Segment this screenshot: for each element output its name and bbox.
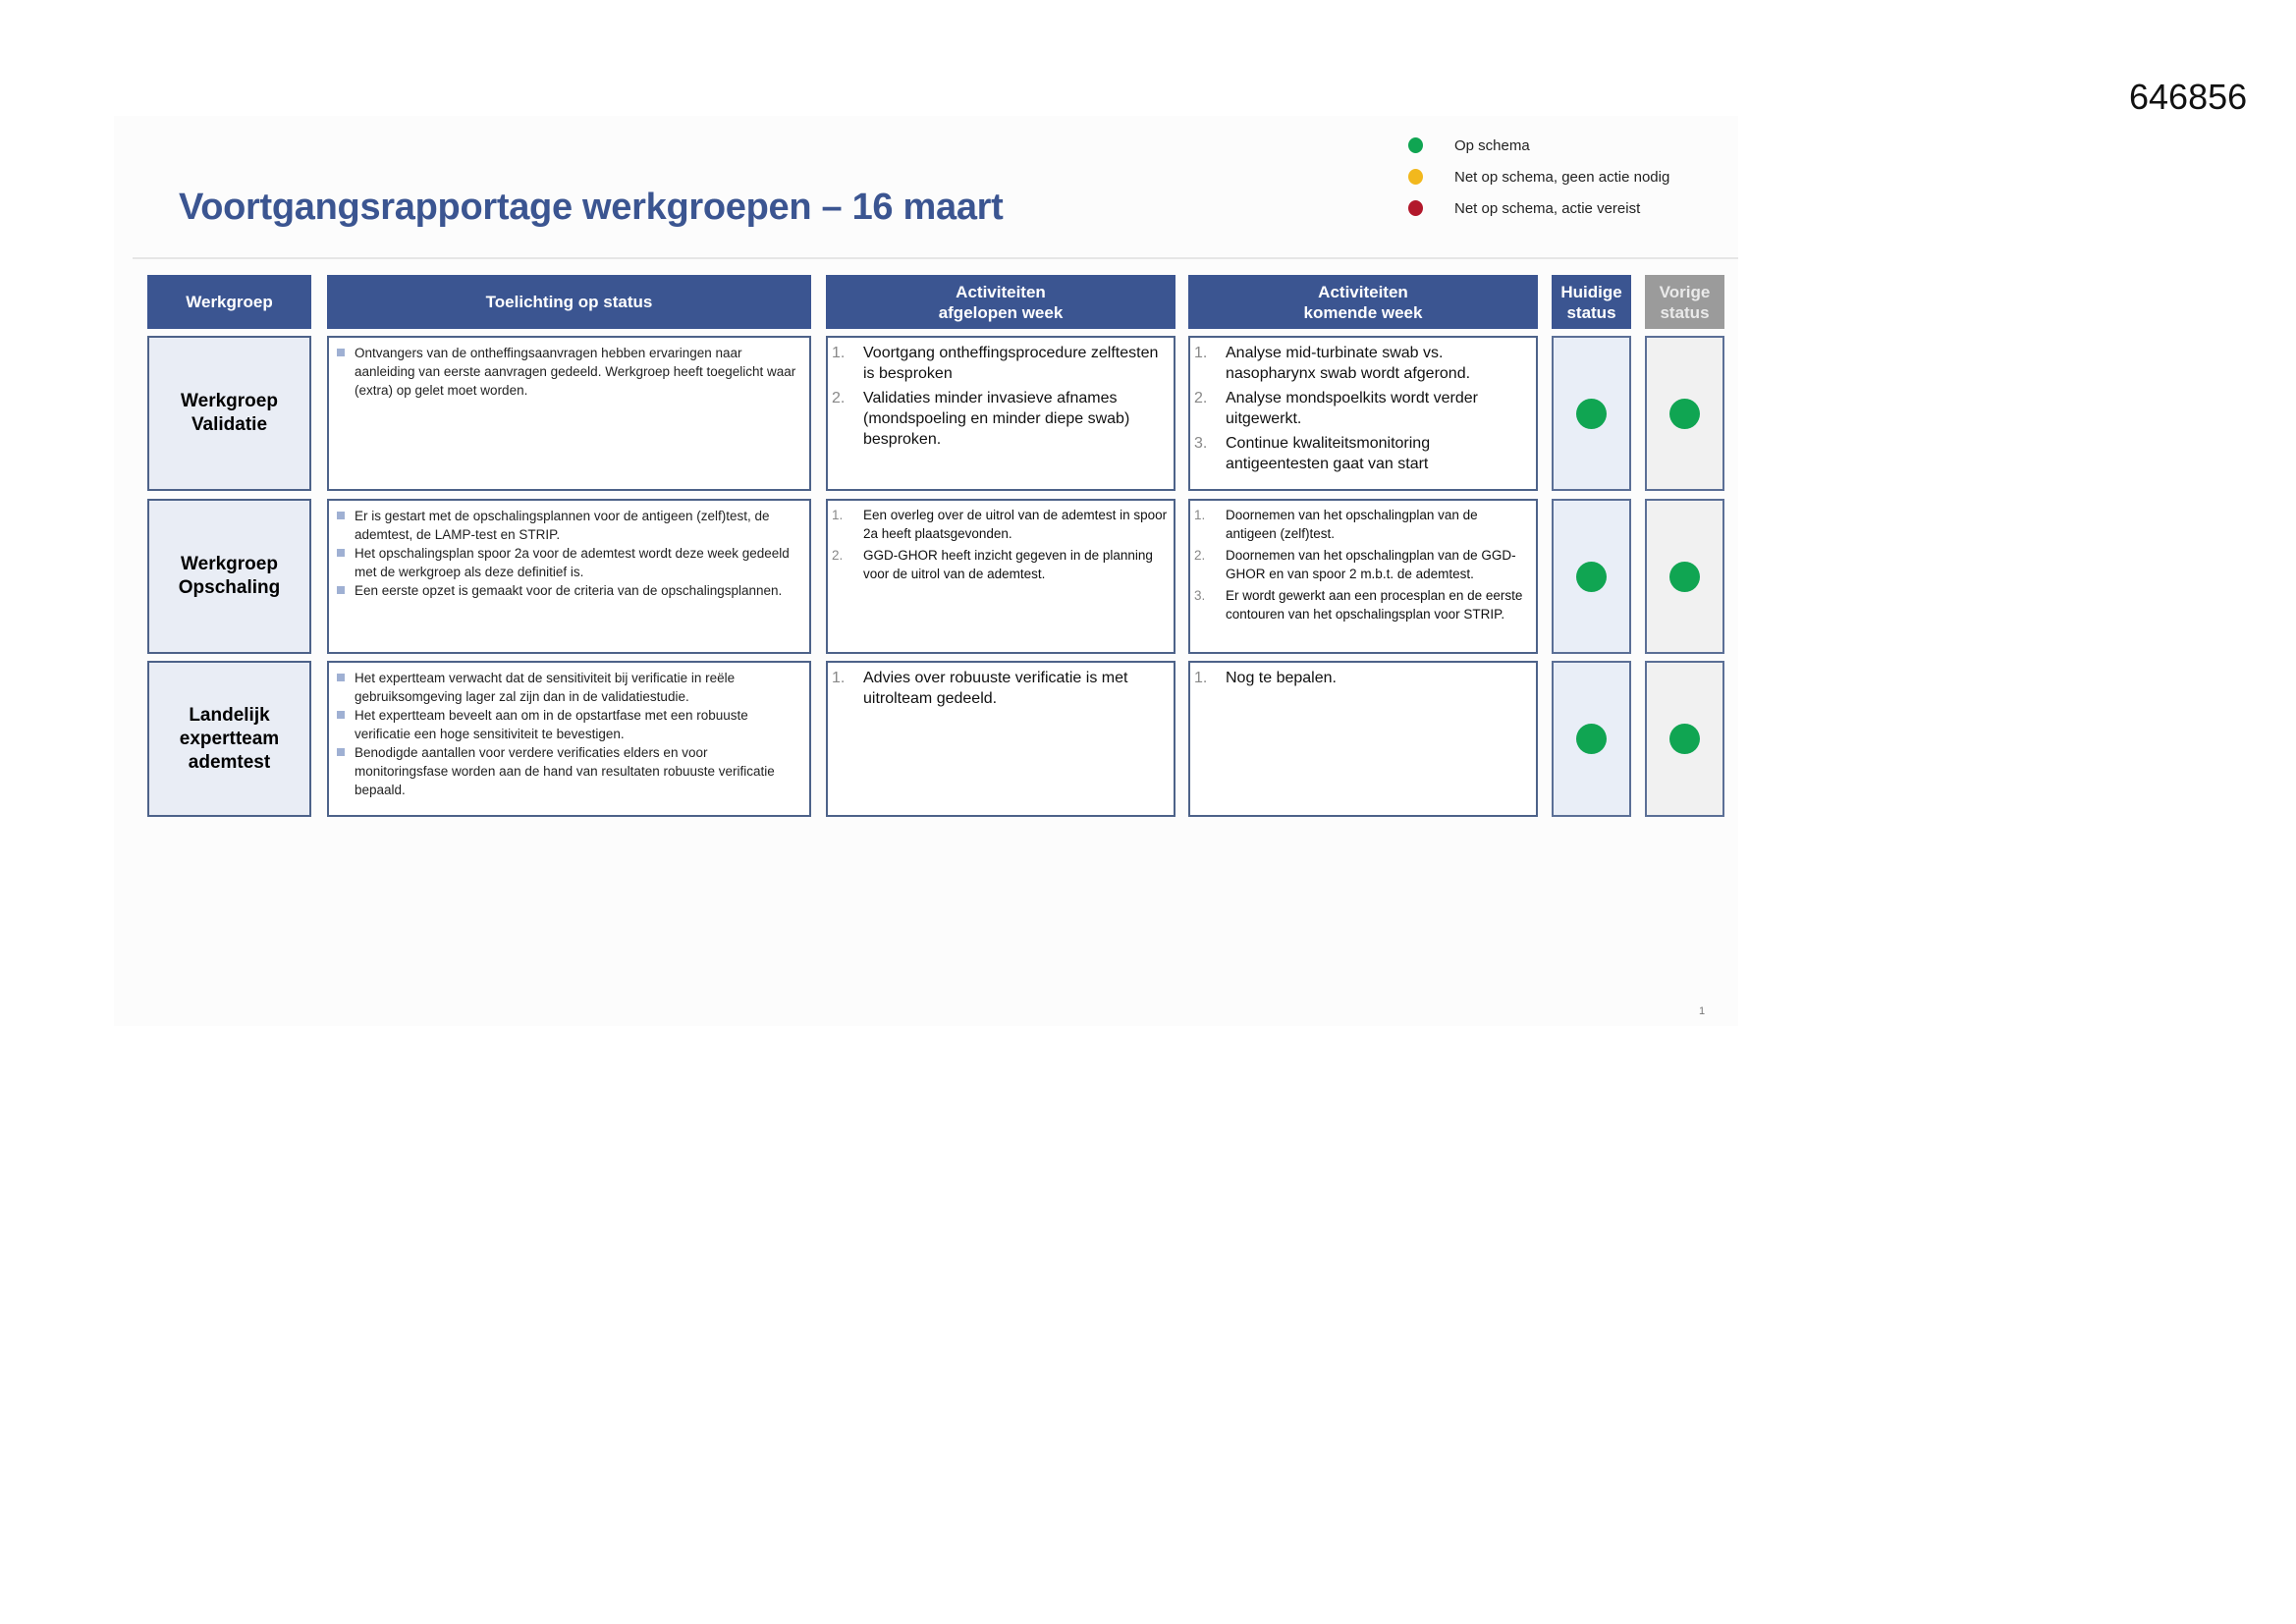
- item-number: 1.: [1194, 670, 1208, 686]
- group-name: expertteam: [179, 728, 280, 749]
- green-status-dot-icon: [1576, 399, 1607, 429]
- header-label: Activiteiten: [1318, 282, 1408, 301]
- list-item: Het opschalingsplan spoor 2a voor de ademtest wordt deze week gedeeld met de werkgroep als deze definitief is.: [337, 544, 803, 581]
- item-number: 2.: [832, 390, 846, 406]
- afgelopen-week-cell: [826, 336, 1175, 491]
- legend-label: Net op schema, geen actie nodig: [1454, 168, 1670, 186]
- page-number: 1: [1699, 1005, 1706, 1017]
- item-number: 1.: [832, 670, 846, 686]
- item-text: Continue kwaliteitsmonitoring antigeentesten gaat van start: [1226, 435, 1431, 472]
- column-header-komende-week: [1188, 275, 1538, 329]
- vorige-status-cell: [1645, 336, 1724, 491]
- header-label: Toelichting op status: [485, 293, 653, 311]
- header-label: afgelopen week: [938, 302, 1064, 322]
- column-header-toelichting: [327, 275, 811, 329]
- column-header-afgelopen-week: [826, 275, 1175, 329]
- header-label: status: [1660, 302, 1710, 322]
- toelichting-cell: [327, 499, 811, 654]
- group-name: Validatie: [191, 414, 268, 435]
- item-number: 2.: [1194, 390, 1208, 406]
- column-header-werkgroep: [147, 275, 311, 329]
- list-item: Het expertteam beveelt aan om in de opstartfase met een robuuste verificatie een hoge sensitiviteit te bevestigen.: [337, 706, 803, 743]
- item-number: 3.: [1194, 435, 1208, 452]
- item-text: Analyse mondspoelkits wordt verder uitgewerkt.: [1226, 390, 1479, 427]
- list-item: Benodigde aantallen voor verdere verificaties elders en voor monitoringsfase worden aan de hand van resultaten robuuste verificatie bepaald.: [337, 743, 803, 799]
- komende-week-cell: [1188, 499, 1538, 654]
- legend-item-no-action: [1408, 161, 1669, 192]
- item-number: 1.: [1194, 508, 1206, 522]
- green-status-dot-icon: [1576, 562, 1607, 592]
- header-label: Huidige: [1560, 282, 1622, 301]
- item-text: Nog te bepalen.: [1226, 670, 1337, 686]
- yellow-status-dot-icon: [1408, 169, 1423, 185]
- green-status-dot-icon: [1669, 724, 1700, 754]
- komende-week-cell: [1188, 661, 1538, 817]
- legend-label: Op schema: [1454, 136, 1530, 154]
- list-item: [832, 546, 1168, 583]
- list-item: [832, 343, 1168, 384]
- green-status-dot-icon: [1669, 562, 1700, 592]
- list-item: Er is gestart met de opschalingsplannen voor de antigeen (zelf)test, de ademtest, de LAMP-test en STRIP.: [337, 507, 803, 544]
- huidige-status-cell: [1552, 336, 1631, 491]
- green-status-dot-icon: [1669, 399, 1700, 429]
- item-text: Doornemen van het opschalingplan van de antigeen (zelf)test.: [1226, 508, 1478, 541]
- page-title: Voortgangsrapportage werkgroepen – 16 maart: [179, 187, 1004, 228]
- huidige-status-cell: [1552, 661, 1631, 817]
- list-item: Het expertteam verwacht dat de sensitiviteit bij verificatie in reële gebruiksomgeving lager zal zijn dan in de validatiestudie.: [337, 669, 803, 706]
- item-number: 3.: [1194, 588, 1206, 603]
- list-item: [1194, 343, 1530, 384]
- item-text: GGD-GHOR heeft inzicht gegeven in de planning voor de uitrol van de ademtest.: [863, 548, 1153, 581]
- red-status-dot-icon: [1408, 200, 1423, 216]
- table-row-group-expertteam-ademtest: [147, 661, 311, 817]
- group-name: ademtest: [188, 751, 271, 773]
- vorige-status-cell: [1645, 661, 1724, 817]
- column-header-vorige-status: [1645, 275, 1724, 329]
- legend-label: Net op schema, actie vereist: [1454, 199, 1641, 217]
- header-label: Activiteiten: [956, 282, 1046, 301]
- komende-week-cell: [1188, 336, 1538, 491]
- item-text: Validaties minder invasieve afnames (mondspoeling en minder diepe swab) besproken.: [863, 390, 1130, 448]
- title-divider: [133, 257, 1738, 259]
- group-name: Landelijk: [189, 704, 270, 726]
- header-label: komende week: [1303, 302, 1423, 322]
- afgelopen-week-cell: [826, 661, 1175, 817]
- header-label: Werkgroep: [186, 293, 273, 311]
- toelichting-cell: [327, 336, 811, 491]
- afgelopen-week-cell: [826, 499, 1175, 654]
- item-text: Een overleg over de uitrol van de ademtest in spoor 2a heeft plaatsgevonden.: [863, 508, 1168, 541]
- header-label: Vorige: [1659, 282, 1711, 301]
- column-header-huidige-status: [1552, 275, 1631, 329]
- vorige-status-cell: [1645, 499, 1724, 654]
- list-item: [1194, 388, 1530, 429]
- group-name: Werkgroep: [181, 391, 278, 411]
- list-item: [1194, 586, 1530, 623]
- item-text: Er wordt gewerkt aan een procesplan en de eerste contouren van het opschalingsplan voor STRIP.: [1226, 588, 1523, 622]
- huidige-status-cell: [1552, 499, 1631, 654]
- list-item: [1194, 433, 1530, 474]
- item-text: Doornemen van het opschalingplan van de GGD-GHOR en van spoor 2 m.b.t. de ademtest.: [1226, 548, 1516, 581]
- list-item: Ontvangers van de ontheffingsaanvragen hebben ervaringen naar aanleiding van eerste aanvragen gedeeld. Werkgroep heeft toegelicht waar (extra) op gelet moet worden.: [337, 344, 803, 400]
- header-label: status: [1566, 302, 1616, 322]
- green-status-dot-icon: [1408, 137, 1423, 153]
- toelichting-cell: [327, 661, 811, 817]
- table-row-group-opschaling: [147, 499, 311, 654]
- list-item: [832, 388, 1168, 450]
- group-name: Werkgroep: [181, 554, 278, 574]
- legend-item-action-required: [1408, 192, 1669, 224]
- list-item: [1194, 506, 1530, 543]
- table-row-group-validatie: [147, 336, 311, 491]
- item-number: 1.: [832, 345, 846, 361]
- item-text: Advies over robuuste verificatie is met uitrolteam gedeeld.: [863, 670, 1128, 707]
- item-text: Voortgang ontheffingsprocedure zelftesten is besproken: [863, 345, 1159, 382]
- list-item: [832, 668, 1168, 709]
- list-item: [832, 506, 1168, 543]
- list-item: Een eerste opzet is gemaakt voor de criteria van de opschalingsplannen.: [337, 581, 803, 600]
- item-number: 1.: [832, 508, 844, 522]
- group-name: Opschaling: [178, 577, 281, 598]
- item-text: Analyse mid-turbinate swab vs. nasopharynx swab wordt afgerond.: [1226, 345, 1471, 382]
- list-item: [1194, 546, 1530, 583]
- document-id: 646856: [2129, 77, 2248, 117]
- slide: [114, 116, 1738, 1026]
- item-number: 2.: [832, 548, 844, 563]
- item-number: 2.: [1194, 548, 1206, 563]
- item-number: 1.: [1194, 345, 1208, 361]
- green-status-dot-icon: [1576, 724, 1607, 754]
- list-item: [1194, 668, 1530, 688]
- status-legend: [1408, 130, 1669, 224]
- legend-item-on-schedule: [1408, 130, 1669, 161]
